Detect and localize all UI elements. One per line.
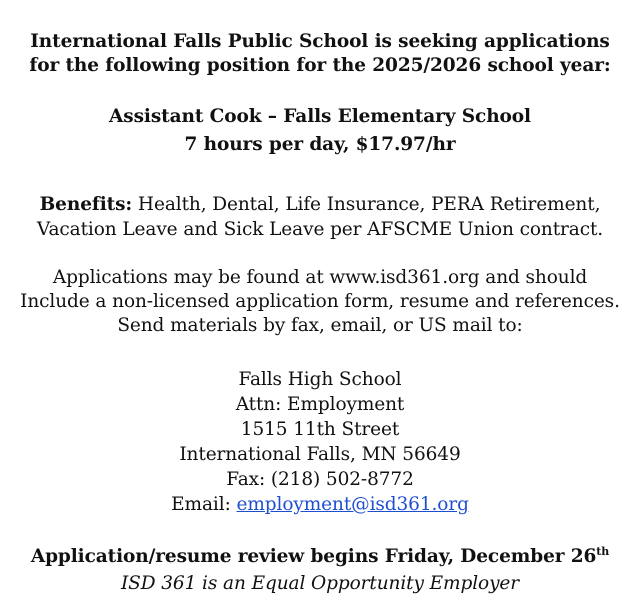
email-line [0, 494, 640, 516]
address-line-1: Falls High School [238, 369, 402, 390]
fax-line: Fax: (218) 502-8772 [226, 469, 414, 490]
apply-line-3: Send materials by fax, email, or US mail to: [117, 315, 523, 336]
review-text: Application/resume review begins Friday, December 26 [30, 546, 597, 567]
review-suffix: th [596, 544, 610, 558]
intro-line-1: International Falls Public School is seeking applications [30, 31, 610, 52]
apply-line-2: Include a non-licensed application form, resume and references. [20, 291, 620, 312]
address-line-2: Attn: Employment [235, 394, 405, 415]
benefits-label: Benefits: [39, 194, 133, 215]
intro-line-2: for the following position for the 2025/2026 school year: [29, 55, 611, 76]
benefits-line-2: Vacation Leave and Sick Leave per AFSCME Union contract. [36, 219, 604, 240]
benefits-text: Health, Dental, Life Insurance, PERA Retirement, [132, 194, 601, 215]
review-line [0, 546, 640, 568]
address-line-3: 1515 11th Street [240, 419, 400, 440]
apply-line-1: Applications may be found at www.isd361.org and should [52, 267, 588, 288]
position-title: Assistant Cook – Falls Elementary School [109, 106, 531, 127]
position-hours: 7 hours per day, $17.97/hr [184, 134, 456, 155]
email-link[interactable]: employment@isd361.org [236, 494, 469, 515]
email-label: Email: [171, 494, 237, 515]
equal-opportunity-footer: ISD 361 is an Equal Opportunity Employer [120, 573, 520, 594]
benefits-line-1 [0, 194, 640, 216]
address-line-4: International Falls, MN 56649 [179, 444, 461, 465]
